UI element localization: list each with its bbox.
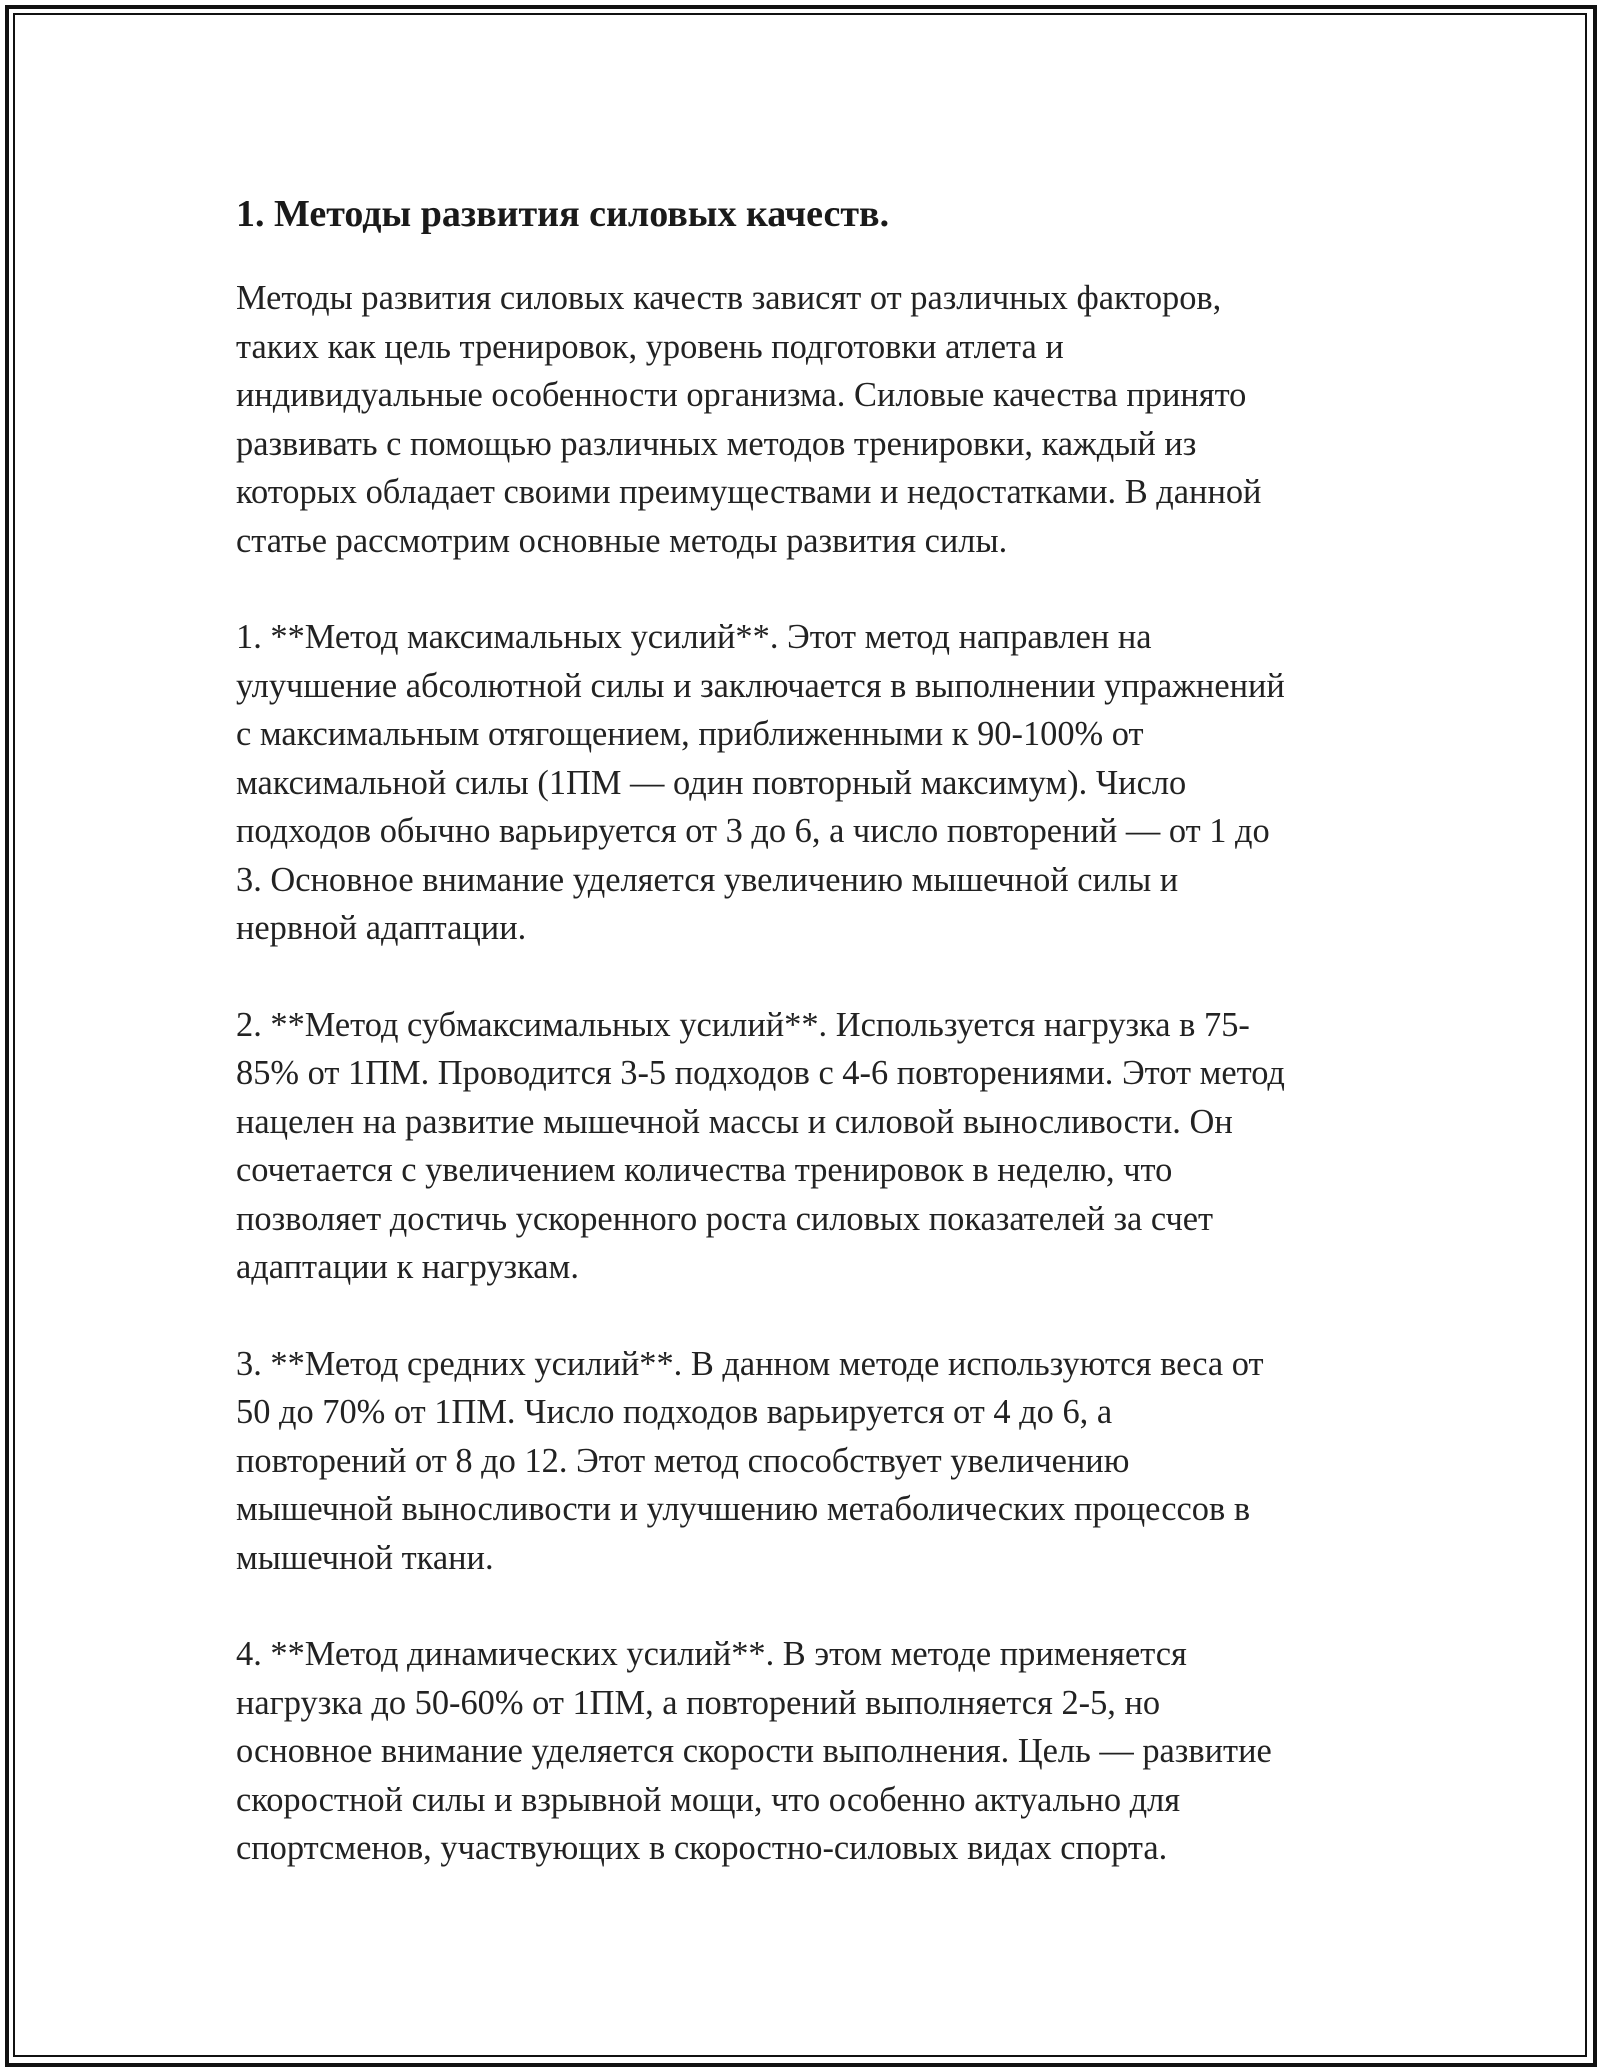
document-body — [236, 186, 1376, 1873]
method-medium-effort-paragraph: 3. **Метод средних усилий**. В данном методе используются веса от 50 до 70% от 1ПМ. Число подходов варьируется от 4 до 6, а повторений от 8 до 12. Этот метод способствует увеличению мышечной выносливости и улучшению метаболических процессов в мышечной ткани. — [236, 1344, 1264, 1577]
intro-paragraph: Методы развития силовых качеств зависят от различных факторов, таких как цель тренировок, уровень подготовки атлета и индивидуальные особенности организма. Силовые качества принято развивать с помощью различных методов тренировки, каждый из которых обладает своими преимуществами и недостатками. В данной статье рассмотрим основные методы развития силы. — [236, 279, 1262, 560]
method-submax-effort-paragraph: 2. **Метод субмаксимальных усилий**. Используется нагрузка в 75- 85% от 1ПМ. Проводится 3-5 подходов с 4-6 повторениями. Этот метод нацелен на развитие мышечной массы и силовой выносливости. Он сочетается с увеличением количества тренировок в неделю, что позволяет достичь ускоренного роста силовых показателей за счет адаптации к нагрузкам. — [236, 1005, 1285, 1286]
section-heading: 1. Методы развития силовых качеств. — [236, 193, 890, 235]
method-max-effort-paragraph: 1. **Метод максимальных усилий**. Этот метод направлен на улучшение абсолютной силы и заключается в выполнении упражнений с максимальным отягощением, приближенными к 90-100% от максимальной силы (1ПМ — один повторный максимум). Число подходов обычно варьируется от 3 до 6, а число повторений — от 1 до 3. Основное внимание уделяется увеличению мышечной силы и нервной адаптации. — [236, 618, 1285, 947]
method-dynamic-effort-paragraph: 4. **Метод динамических усилий**. В этом методе применяется нагрузка до 50-60% от 1ПМ, а повторений выполняется 2-5, но основное внимание уделяется скорости выполнения. Цель — развитие скоростной силы и взрывной мощи, что особенно актуально для спортсменов, участвующих в скоростно-силовых видах спорта. — [236, 1635, 1272, 1867]
